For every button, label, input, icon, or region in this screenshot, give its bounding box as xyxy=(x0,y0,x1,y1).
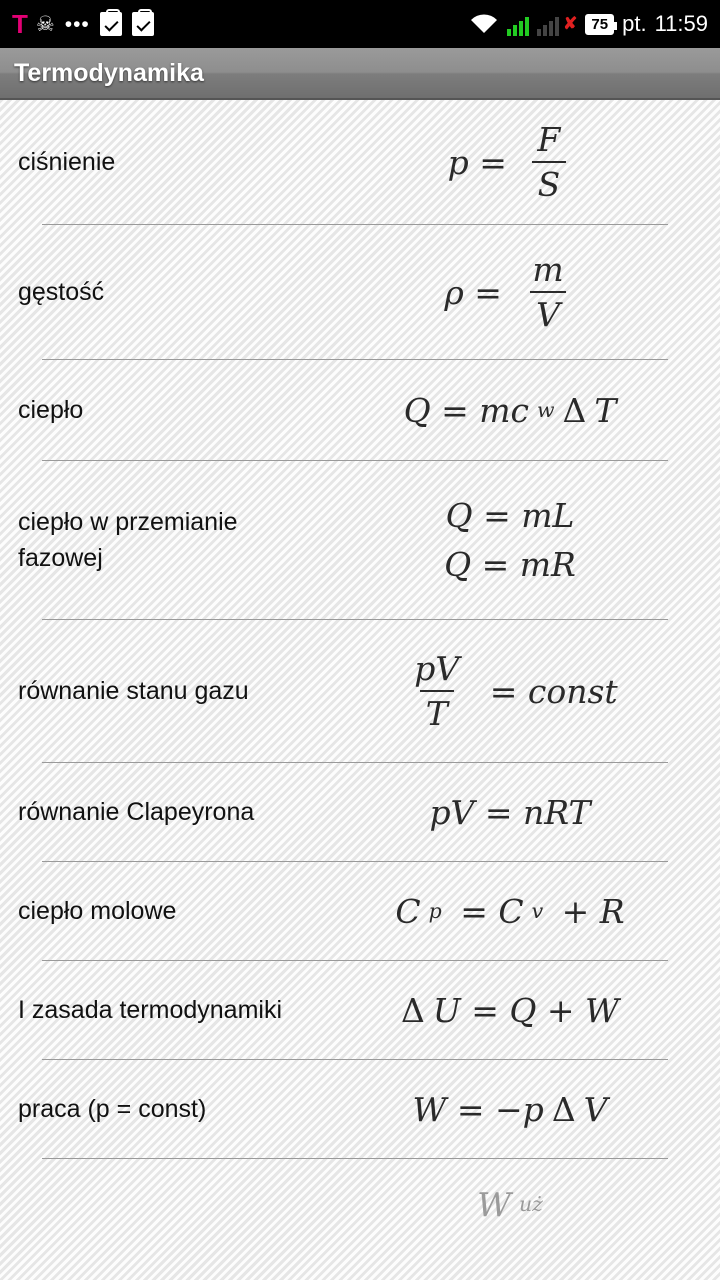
formula-expression: W = −p Δ V xyxy=(412,1089,608,1129)
more-dots-icon: ••• xyxy=(64,12,90,36)
list-item[interactable] xyxy=(0,862,720,960)
formula-label: równanie stanu gazu xyxy=(18,676,249,705)
status-bar-right xyxy=(469,11,708,37)
list-item[interactable] xyxy=(0,1060,720,1158)
formula-expression: W uż xyxy=(477,1184,543,1224)
formula-expression: $\frac{pV}{T}$ = const xyxy=(414,649,618,733)
battery-indicator: 75 xyxy=(585,14,614,35)
formula-expression: Q = mc w Δ T xyxy=(403,390,617,430)
list-item[interactable] xyxy=(0,461,720,619)
formula-expression: Q = mL Q = mR xyxy=(444,496,576,584)
list-item[interactable] xyxy=(0,100,720,224)
status-bar xyxy=(0,0,720,48)
list-item[interactable] xyxy=(0,620,720,762)
skull-icon: ☠ xyxy=(35,12,55,36)
formula-label: praca (p = const) xyxy=(18,1094,207,1123)
formula-expression: pV = nRT xyxy=(429,792,591,832)
wifi-icon xyxy=(469,12,499,36)
no-sim-x-icon: ✘ xyxy=(563,14,578,33)
formula-expression: ρ = $\frac{m}{V}$ xyxy=(318,250,702,334)
formula-label: ciepło w przemianie fazowej xyxy=(18,507,238,572)
formula-label: I zasada termodynamiki xyxy=(18,995,283,1024)
list-item[interactable] xyxy=(0,360,720,460)
list-item[interactable] xyxy=(0,961,720,1059)
formula-expression: C p = C v + R xyxy=(395,891,625,931)
list-item[interactable] xyxy=(0,763,720,861)
checkbox-bag-icon xyxy=(100,12,122,36)
app-title-bar xyxy=(0,48,720,100)
clock-day-label: pt. xyxy=(622,11,647,36)
list-item[interactable] xyxy=(0,1159,720,1249)
carrier-logo-icon: T xyxy=(12,9,26,39)
page-title: Termodynamika xyxy=(14,58,204,87)
formula-expression: p = $\frac{F}{S}$ xyxy=(318,120,702,204)
formula-expression: Δ U = Q + W xyxy=(401,990,619,1030)
signal-no-service-icon xyxy=(537,12,559,36)
list-item[interactable] xyxy=(0,225,720,359)
checkbox-bag-icon xyxy=(132,12,154,36)
formula-label: równanie Clapeyrona xyxy=(18,797,255,826)
formula-label: ciepło xyxy=(18,395,84,424)
signal-icon xyxy=(507,12,529,36)
status-bar-left xyxy=(12,11,469,37)
formula-label: ciepło molowe xyxy=(18,896,177,925)
clock-time: 11:59 xyxy=(654,11,708,36)
formula-list[interactable] xyxy=(0,100,720,1280)
formula-label: ciśnienie xyxy=(18,147,116,176)
formula-label: gęstość xyxy=(18,277,105,306)
